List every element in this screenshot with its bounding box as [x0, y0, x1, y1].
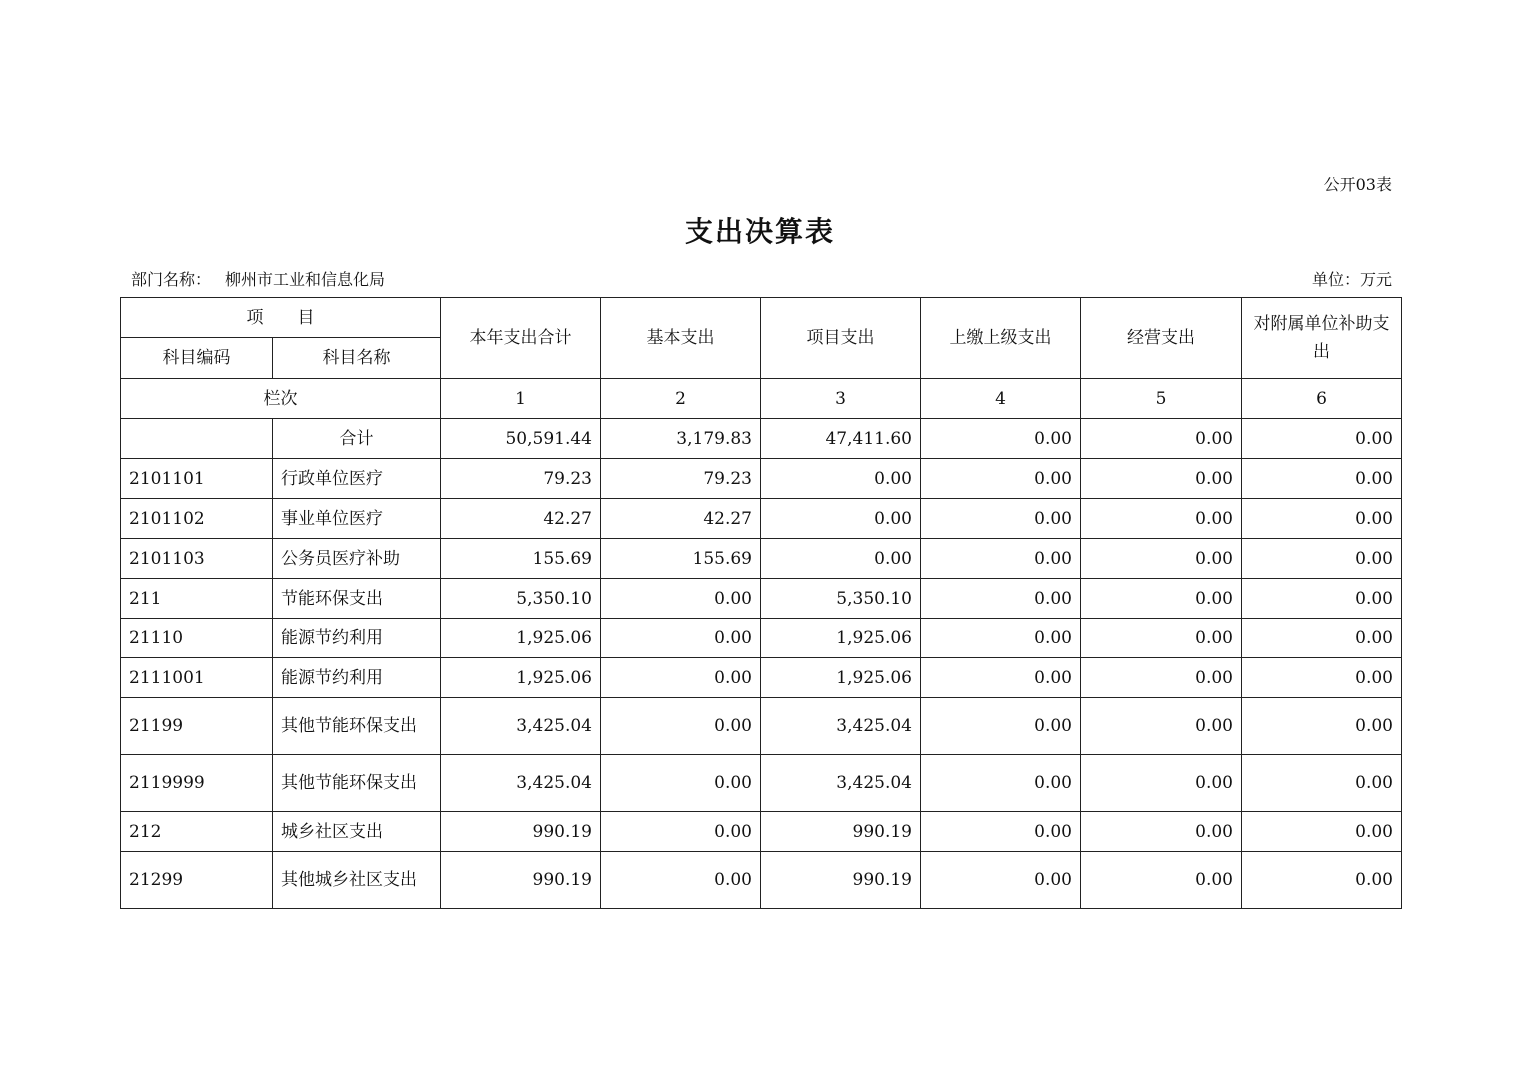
amount-cell: 1,925.06: [761, 619, 921, 658]
page-title: 支出决算表: [684, 215, 835, 248]
amount-cell: 3,425.04: [761, 698, 921, 755]
amount-cell: 0.00: [1242, 755, 1402, 812]
amount-cell: 5,350.10: [761, 579, 921, 619]
header-name: 科目名称: [273, 338, 441, 379]
header-col-total: 本年支出合计: [441, 298, 601, 379]
header-col-subsidy: 对附属单位补助支出: [1242, 298, 1402, 379]
table-row: [121, 499, 1402, 539]
amount-cell: 3,425.04: [441, 698, 601, 755]
total-value: 47,411.60: [761, 419, 921, 459]
department-line: [131, 267, 385, 290]
table-row: [121, 619, 1402, 658]
amount-cell: 990.19: [761, 852, 921, 909]
total-row: [121, 419, 1402, 459]
subject-code: 21199: [121, 698, 273, 755]
total-value: 0.00: [921, 419, 1081, 459]
amount-cell: 0.00: [601, 579, 761, 619]
amount-cell: 0.00: [1081, 812, 1242, 852]
amount-cell: 155.69: [441, 539, 601, 579]
subject-name: 行政单位医疗: [273, 459, 441, 499]
amount-cell: 0.00: [1242, 579, 1402, 619]
amount-cell: 0.00: [761, 539, 921, 579]
amount-cell: 0.00: [1242, 459, 1402, 499]
table-row: [121, 658, 1402, 698]
amount-cell: 0.00: [601, 852, 761, 909]
amount-cell: 0.00: [921, 658, 1081, 698]
amount-cell: 0.00: [1081, 579, 1242, 619]
amount-cell: 5,350.10: [441, 579, 601, 619]
col-number: 1: [441, 379, 601, 419]
amount-cell: 1,925.06: [441, 619, 601, 658]
table-row: [121, 812, 1402, 852]
amount-cell: 42.27: [441, 499, 601, 539]
amount-cell: 0.00: [1081, 755, 1242, 812]
subject-code: 211: [121, 579, 273, 619]
amount-cell: 0.00: [601, 619, 761, 658]
table-row: [121, 459, 1402, 499]
header-col-project: 项目支出: [761, 298, 921, 379]
amount-cell: 0.00: [921, 539, 1081, 579]
col-number: 5: [1081, 379, 1242, 419]
expenditure-table: [120, 297, 1402, 909]
subject-name: 能源节约利用: [273, 658, 441, 698]
amount-cell: 0.00: [921, 579, 1081, 619]
amount-cell: 0.00: [921, 755, 1081, 812]
total-code-cell: [121, 419, 273, 459]
header-code: 科目编码: [121, 338, 273, 379]
amount-cell: 0.00: [601, 698, 761, 755]
subject-code: 21299: [121, 852, 273, 909]
header-item: 项 目: [121, 298, 441, 338]
table-row: [121, 579, 1402, 619]
col-number: 4: [921, 379, 1081, 419]
subject-code: 2101102: [121, 499, 273, 539]
header-col-basic: 基本支出: [601, 298, 761, 379]
table-row: [121, 852, 1402, 909]
amount-cell: 0.00: [921, 499, 1081, 539]
amount-cell: 155.69: [601, 539, 761, 579]
col-number: 6: [1242, 379, 1402, 419]
amount-cell: 0.00: [1081, 658, 1242, 698]
amount-cell: 0.00: [1081, 499, 1242, 539]
department-name: 柳州市工业和信息化局: [225, 270, 386, 289]
amount-cell: 0.00: [1081, 698, 1242, 755]
amount-cell: 0.00: [921, 459, 1081, 499]
column-number-row: [121, 379, 1402, 419]
subject-code: 2111001: [121, 658, 273, 698]
amount-cell: 0.00: [601, 812, 761, 852]
amount-cell: 0.00: [1242, 658, 1402, 698]
amount-cell: 0.00: [761, 459, 921, 499]
subject-name: 公务员医疗补助: [273, 539, 441, 579]
amount-cell: 3,425.04: [441, 755, 601, 812]
amount-cell: 0.00: [921, 698, 1081, 755]
col-number: 3: [761, 379, 921, 419]
subject-code: 2101103: [121, 539, 273, 579]
amount-cell: 990.19: [441, 852, 601, 909]
subject-name: 事业单位医疗: [273, 499, 441, 539]
total-value: 0.00: [1081, 419, 1242, 459]
table-row: [121, 539, 1402, 579]
amount-cell: 42.27: [601, 499, 761, 539]
subject-code: 21110: [121, 619, 273, 658]
subject-code: 2101101: [121, 459, 273, 499]
subject-name: 其他节能环保支出: [273, 698, 441, 755]
amount-cell: 0.00: [921, 812, 1081, 852]
amount-cell: 1,925.06: [441, 658, 601, 698]
table-row: [121, 698, 1402, 755]
total-label: 合计: [273, 419, 441, 459]
amount-cell: 0.00: [1081, 459, 1242, 499]
amount-cell: 0.00: [921, 619, 1081, 658]
amount-cell: 0.00: [1242, 698, 1402, 755]
amount-cell: 0.00: [601, 755, 761, 812]
table-row: [121, 755, 1402, 812]
header-col-operating: 经营支出: [1081, 298, 1242, 379]
amount-cell: 1,925.06: [761, 658, 921, 698]
unit-label: 单位：万元: [1311, 270, 1392, 289]
amount-cell: 0.00: [1242, 499, 1402, 539]
amount-cell: 0.00: [1242, 812, 1402, 852]
total-value: 3,179.83: [601, 419, 761, 459]
amount-cell: 0.00: [1242, 539, 1402, 579]
amount-cell: 990.19: [761, 812, 921, 852]
col-number: 2: [601, 379, 761, 419]
subject-code: 212: [121, 812, 273, 852]
subject-name: 其他城乡社区支出: [273, 852, 441, 909]
form-number: 公开03表: [1323, 175, 1392, 194]
amount-cell: 0.00: [1242, 852, 1402, 909]
subject-name: 节能环保支出: [273, 579, 441, 619]
amount-cell: 79.23: [601, 459, 761, 499]
subject-name: 其他节能环保支出: [273, 755, 441, 812]
subject-name: 城乡社区支出: [273, 812, 441, 852]
amount-cell: 990.19: [441, 812, 601, 852]
header-row-1: [121, 298, 1402, 338]
amount-cell: 0.00: [921, 852, 1081, 909]
department-label: 部门名称：: [131, 270, 212, 289]
amount-cell: 0.00: [1081, 619, 1242, 658]
total-value: 0.00: [1242, 419, 1402, 459]
amount-cell: 0.00: [1081, 539, 1242, 579]
amount-cell: 79.23: [441, 459, 601, 499]
amount-cell: 0.00: [1242, 619, 1402, 658]
amount-cell: 3,425.04: [761, 755, 921, 812]
row-number-label: 栏次: [121, 379, 441, 419]
amount-cell: 0.00: [1081, 852, 1242, 909]
subject-name: 能源节约利用: [273, 619, 441, 658]
subject-code: 2119999: [121, 755, 273, 812]
header-col-upper: 上缴上级支出: [921, 298, 1081, 379]
amount-cell: 0.00: [761, 499, 921, 539]
amount-cell: 0.00: [601, 658, 761, 698]
total-value: 50,591.44: [441, 419, 601, 459]
